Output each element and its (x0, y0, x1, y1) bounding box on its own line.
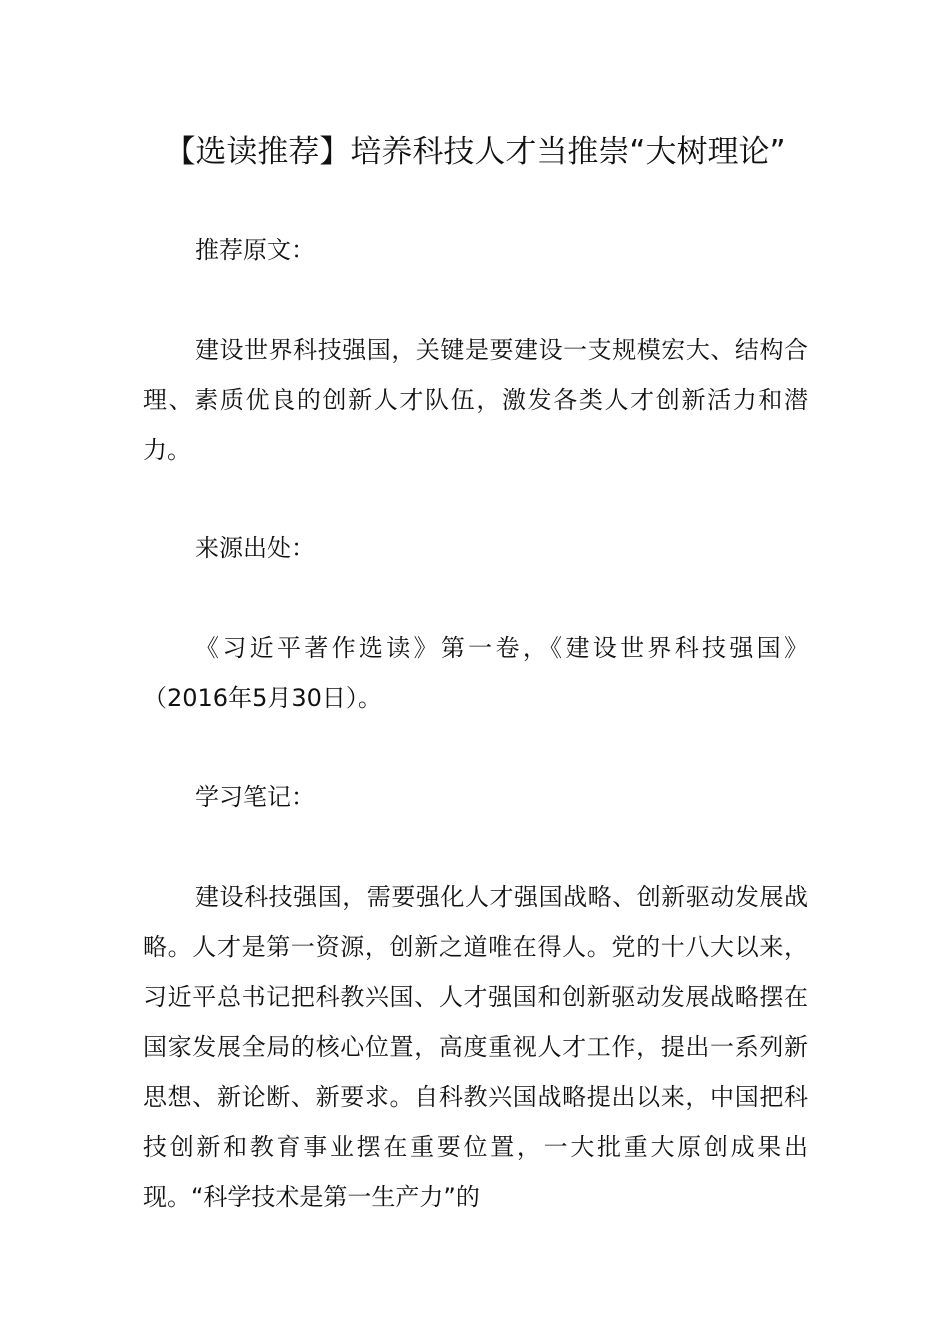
document-title: 【选读推荐】培养科技人才当推崇“大树理论” (164, 134, 786, 170)
paragraph-source: 《习近平著作选读》第一卷，《建设世界科技强国》（2016年5月30日）。 (143, 634, 808, 712)
paragraph-original-text: 建设世界科技强国，关键是要建设一支规模宏大、结构合理、素质优良的创新人才队伍，激发各类人才创新活力和潜力。 (143, 336, 808, 464)
section-label-original-text: 推荐原文： (195, 236, 315, 264)
section-label-study-notes: 学习笔记： (195, 783, 315, 811)
section-label-source: 来源出处： (195, 534, 315, 562)
paragraph-study-notes: 建设科技强国，需要强化人才强国战略、创新驱动发展战略。人才是第一资源，创新之道唯在得人。党的十八大以来，习近平总书记把科教兴国、人才强国和创新驱动发展战略摆在国家发展全局的核心位置，高度重视人才工作，提出一系列新思想、新论断、新要求。自科教兴国战略提出以来，中国把科技创新和教育事业摆在重要位置，一大批重大原创成果出现。“科学技术是第一生产力”的 (143, 883, 808, 1211)
